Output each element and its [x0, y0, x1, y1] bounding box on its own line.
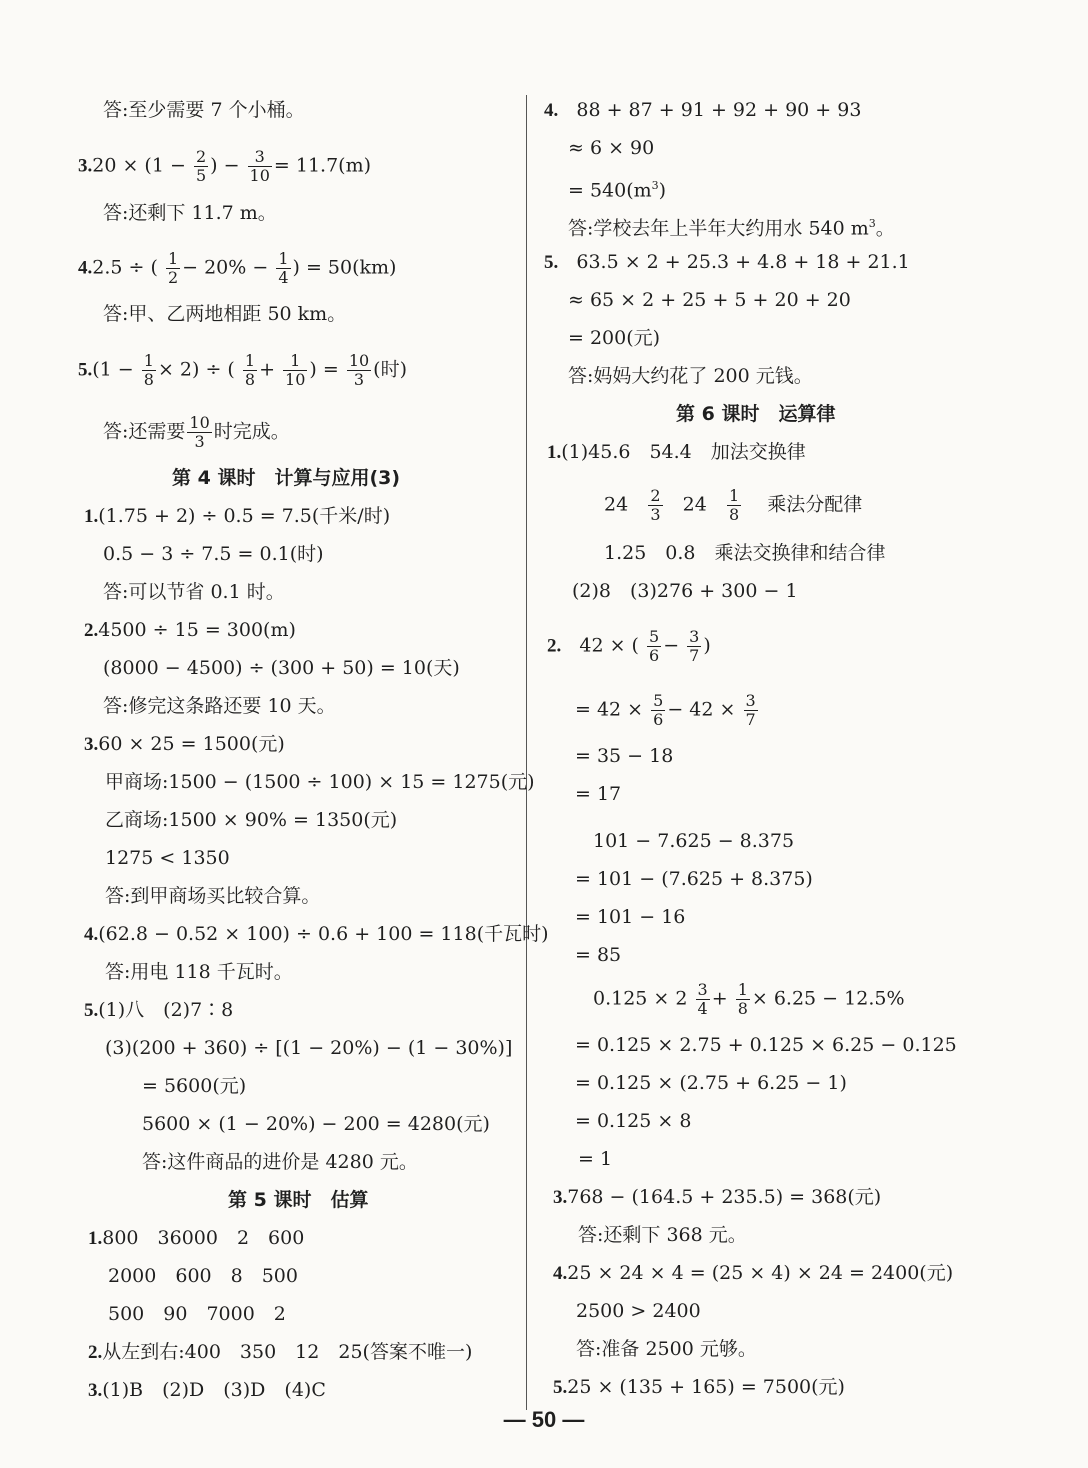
problem-number: 4.	[553, 1263, 568, 1284]
solution-line: 甲商场:1500 − (1500 ÷ 100) × 15 = 1275(元)	[105, 771, 535, 793]
solution-line: 1.25 0.8 乘法交换律和结合律	[604, 542, 886, 564]
expr-text: = 42 ×	[575, 698, 644, 721]
fraction: $\frac{3}{7}$	[689, 627, 700, 665]
expr-text: 答:学校去年上半年大约用水 540 m	[568, 217, 869, 240]
problem-number: 4.	[544, 100, 559, 121]
answer-line: 答:还剩下 368 元。	[578, 1224, 747, 1246]
expr-text: (1)八 (2)7∶8	[98, 999, 234, 1021]
solution-line	[553, 1375, 845, 1400]
section-heading: 第 6 课时 运算律	[676, 403, 836, 425]
expr-text: 。	[875, 217, 895, 240]
expr-text: +	[711, 987, 728, 1010]
section-heading: 第 5 课时 估算	[228, 1189, 369, 1211]
expr-text: (1)B (2)D (3)D (4)C	[102, 1379, 326, 1401]
fraction: $\frac{5}{6}$	[649, 627, 660, 665]
fraction: $\frac{1}{8}$	[728, 486, 740, 524]
expr-text: = 11.7(m)	[273, 154, 372, 177]
problem-5	[78, 352, 407, 389]
answer-line: 答:可以节省 0.1 时。	[103, 581, 285, 603]
expr-text: 42 × (	[579, 634, 639, 657]
problem-number: 4.	[78, 257, 93, 279]
solution-line	[553, 1261, 953, 1286]
expr-text: −	[663, 634, 680, 657]
expr-text: 768 − (164.5 + 235.5) = 368(元)	[567, 1186, 882, 1208]
expr-text: 答:还需要	[103, 420, 186, 443]
problem-number: 2.	[84, 620, 99, 641]
superscript: 3	[868, 217, 876, 230]
answer-line: 答:到甲商场买比较合算。	[105, 885, 321, 907]
problem-number: 2.	[547, 635, 562, 657]
solution-line: ≈ 65 × 2 + 25 + 5 + 20 + 20	[568, 289, 851, 311]
solution-line: = 5600(元)	[142, 1075, 247, 1097]
solution-line: = 0.125 × 8	[575, 1110, 692, 1132]
expr-text: 63.5 × 2 + 25.3 + 4.8 + 18 + 21.1	[576, 251, 910, 273]
solution-line: = 17	[575, 783, 622, 805]
solution-line: = 0.125 × (2.75 + 6.25 − 1)	[575, 1072, 847, 1094]
solution-line	[84, 922, 549, 947]
answer-line: 答:至少需要 7 个小桶。	[103, 99, 305, 121]
fraction: $\frac{2}{5}$	[195, 147, 207, 185]
solution-line	[544, 250, 910, 275]
expr-text: 乘法分配律	[767, 493, 863, 516]
problem-number: 4.	[84, 924, 99, 945]
problem-number: 1.	[84, 506, 99, 527]
solution-line: = 0.125 × 2.75 + 0.125 × 6.25 − 0.125	[575, 1034, 957, 1056]
fraction: $\frac{1}{10}$	[285, 351, 306, 389]
problem-number: 5.	[544, 252, 559, 273]
solution-line: = 200(元)	[568, 327, 661, 349]
expr-text: ) =	[309, 358, 339, 381]
expr-text: 时完成。	[213, 420, 290, 443]
solution-line: 1275 < 1350	[105, 847, 230, 869]
problem-number: 1.	[547, 442, 562, 463]
answer-line	[568, 212, 895, 240]
fraction: $\frac{1}{2}$	[167, 249, 179, 287]
solution-line: = 101 − 16	[575, 906, 686, 928]
solution-line	[547, 628, 711, 665]
solution-line: (8000 − 4500) ÷ (300 + 50) = 10(天)	[103, 657, 460, 679]
superscript: 3	[651, 179, 659, 192]
expr-text: )	[703, 634, 711, 657]
column-divider	[526, 95, 527, 1410]
solution-line	[88, 1340, 472, 1365]
problem-number: 5.	[553, 1377, 568, 1398]
expr-text: 24	[604, 493, 629, 516]
solution-line: = 1	[578, 1148, 613, 1170]
solution-line: 5600 × (1 − 20%) − 200 = 4280(元)	[142, 1113, 490, 1135]
expr-text: 88 + 87 + 91 + 92 + 90 + 93	[576, 99, 862, 121]
solution-line	[593, 981, 905, 1018]
solution-line	[547, 440, 806, 465]
answer-line: 答:甲、乙两地相距 50 km。	[103, 303, 347, 325]
expr-text: 25 × (135 + 165) = 7500(元)	[567, 1376, 845, 1398]
expr-text: × 2) ÷ (	[157, 358, 235, 381]
expr-text: (62.8 − 0.52 × 100) ÷ 0.6 + 100 = 118(千瓦时)	[98, 923, 549, 945]
solution-line: = 35 − 18	[575, 745, 674, 767]
solution-line	[88, 1226, 304, 1251]
answer-line: 答:修完这条路还要 10 天。	[103, 695, 336, 717]
fraction: $\frac{10}{3}$	[348, 351, 370, 389]
expr-text: 2.5 ÷ (	[92, 256, 158, 279]
solution-line	[88, 1378, 326, 1403]
expr-text: 0.125 × 2	[593, 987, 688, 1010]
problem-number: 2.	[88, 1342, 103, 1363]
solution-line	[575, 692, 760, 729]
answer-line: 答:还剩下 11.7 m。	[103, 202, 277, 224]
expr-text: ) −	[210, 154, 240, 177]
expr-text: (1 −	[92, 358, 134, 381]
solution-line	[84, 998, 233, 1023]
problem-3	[78, 148, 371, 185]
fraction: $\frac{10}{3}$	[189, 413, 210, 451]
solution-line	[553, 1185, 881, 1210]
section-heading: 第 4 课时 计算与应用(3)	[172, 467, 401, 489]
fraction: $\frac{2}{3}$	[650, 486, 661, 524]
problem-number: 5.	[84, 1000, 99, 1021]
expr-text: (时)	[373, 358, 407, 381]
problem-number: 3.	[78, 155, 93, 177]
fraction: $\frac{5}{6}$	[653, 691, 664, 729]
expr-text: × 6.25 − 12.5%	[751, 987, 905, 1010]
fraction: $\frac{3}{7}$	[745, 691, 756, 729]
expr-text: − 42 ×	[667, 698, 736, 721]
fraction: $\frac{3}{4}$	[697, 980, 708, 1018]
solution-line: ≈ 6 × 90	[568, 137, 655, 159]
expr-text: )	[658, 179, 667, 202]
expr-text: 25 × 24 × 4 = (25 × 4) × 24 = 2400(元)	[567, 1262, 954, 1284]
problem-number: 1.	[88, 1228, 103, 1249]
expr-text: − 20% −	[182, 256, 269, 279]
solution-line: = 85	[575, 944, 622, 966]
problem-number: 3.	[84, 734, 99, 755]
fraction: $\frac{1}{4}$	[278, 249, 289, 287]
answer-line	[103, 414, 290, 451]
fraction: $\frac{1}{8}$	[143, 351, 154, 389]
expr-text: 4500 ÷ 15 = 300(m)	[98, 619, 296, 641]
solution-line	[84, 732, 285, 757]
answer-line: 答:这件商品的进价是 4280 元。	[142, 1151, 418, 1173]
solution-line	[84, 618, 296, 643]
fraction: $\frac{1}{8}$	[737, 980, 748, 1018]
solution-line	[568, 174, 666, 202]
expr-text: 从左到右:400 350 12 25(答案不唯一)	[102, 1341, 473, 1363]
answer-line: 答:准备 2500 元够。	[576, 1338, 757, 1360]
expr-text: 60 × 25 = 1500(元)	[98, 733, 285, 755]
solution-line: 101 − 7.625 − 8.375	[593, 830, 795, 852]
solution-line: 2500 > 2400	[576, 1300, 701, 1322]
solution-line: 500 90 7000 2	[108, 1303, 286, 1325]
solution-line: 0.5 − 3 ÷ 7.5 = 0.1(时)	[103, 543, 324, 565]
problem-number: 3.	[553, 1187, 568, 1208]
expr-text: +	[259, 358, 275, 381]
page-number: — 50 —	[503, 1407, 585, 1432]
expr-text: (1.75 + 2) ÷ 0.5 = 7.5(千米/时)	[98, 505, 391, 527]
expr-text: ) = 50(km)	[292, 256, 397, 279]
solution-line: (2)8 (3)276 + 300 − 1	[572, 580, 798, 602]
problem-number: 5.	[78, 359, 93, 381]
problem-4	[78, 250, 396, 287]
solution-line: 乙商场:1500 × 90% = 1350(元)	[105, 809, 398, 831]
solution-line	[84, 504, 390, 529]
solution-line: 2000 600 8 500	[108, 1265, 298, 1287]
fraction: $\frac{1}{8}$	[244, 351, 256, 389]
expr-text: 800 36000 2 600	[102, 1227, 305, 1249]
fraction: $\frac{3}{10}$	[249, 147, 270, 185]
answer-line: 答:用电 118 千瓦时。	[105, 961, 293, 983]
solution-line	[604, 487, 862, 524]
solution-line: (3)(200 + 360) ÷ [(1 − 20%) − (1 − 30%)]	[105, 1037, 513, 1059]
expr-text: = 540(m	[568, 179, 652, 202]
expr-text: (1)45.6 54.4 加法交换律	[561, 441, 806, 463]
solution-line: = 101 − (7.625 + 8.375)	[575, 868, 813, 890]
solution-line	[544, 98, 861, 123]
expr-text: 24	[682, 493, 707, 516]
expr-text: 20 × (1 −	[92, 154, 186, 177]
answer-line: 答:妈妈大约花了 200 元钱。	[568, 365, 813, 387]
problem-number: 3.	[88, 1380, 103, 1401]
